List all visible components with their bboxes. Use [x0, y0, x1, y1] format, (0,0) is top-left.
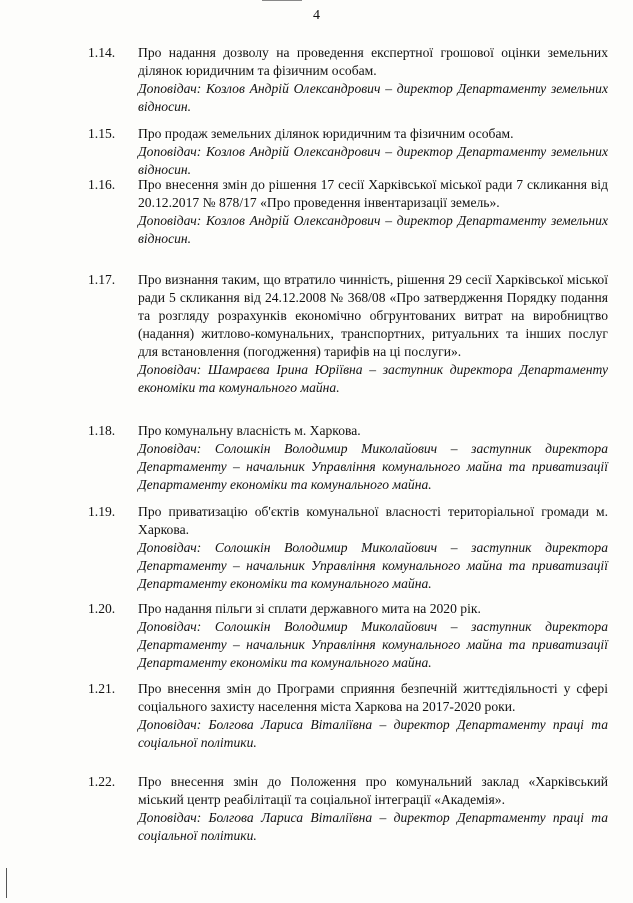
item-number: 1.15.	[88, 126, 116, 141]
item-speaker: Доповідач: Болгова Лариса Віталіївна – директор Департаменту праці та соціальної політики.	[138, 717, 608, 750]
item-speaker: Доповідач: Солошкін Володимир Миколайович – заступник директора Департаменту – начальник Управління комунального майна та приватизації Департаменту економіки та комунального майна.	[138, 540, 608, 591]
item-title: Про внесення змін до Програми сприяння безпечній життєдіяльності у сфері соціального захисту населення міста Харкова на 2017-2020 роки.	[138, 681, 608, 714]
agenda-item	[88, 680, 608, 752]
scan-mark	[262, 0, 302, 1]
item-number: 1.18.	[88, 423, 116, 438]
item-speaker: Доповідач: Козлов Андрій Олександрович – директор Департаменту земельних відносин.	[138, 213, 608, 246]
item-number: 1.20.	[88, 601, 116, 616]
agenda-item	[88, 600, 608, 672]
item-title: Про визнання таким, що втратило чинність, рішення 29 сесії Харківської міської ради 5 скликання від 24.12.2008 № 368/08 «Про затвердження Порядку подання та розгляду розрахунків економічно обгрунтованих витрат на виробництво (надання) житлово-комунальних, транспортних, ритуальних та інших послуг для встановлення (погодження) тарифів на ці послуги».	[138, 272, 608, 359]
scan-edge-mark	[6, 868, 7, 898]
item-title: Про внесення змін до Положення про комунальний заклад «Харківський міський центр реабілітації та соціальної інтеграції «Академія».	[138, 774, 608, 807]
item-speaker: Доповідач: Козлов Андрій Олександрович – директор Департаменту земельних відносин.	[138, 81, 608, 114]
agenda-item	[88, 125, 608, 179]
page-number: 4	[313, 8, 320, 23]
item-title: Про надання дозволу на проведення експертної грошової оцінки земельних ділянок юридичним та фізичним особам.	[138, 45, 608, 78]
item-title: Про приватизацію об'єктів комунальної власності територіальної громади м. Харкова.	[138, 504, 608, 537]
item-speaker: Доповідач: Солошкін Володимир Миколайович – заступник директора Департаменту – начальник Управління комунального майна та приватизації Департаменту економіки та комунального майна.	[138, 441, 608, 492]
item-speaker: Доповідач: Солошкін Володимир Миколайович – заступник директора Департаменту – начальник Управління комунального майна та приватизації Департаменту економіки та комунального майна.	[138, 619, 608, 670]
item-title: Про внесення змін до рішення 17 сесії Харківської міської ради 7 скликання від 20.12.2017 № 878/17 «Про проведення інвентаризації земель».	[138, 177, 608, 210]
agenda-item	[88, 503, 608, 593]
item-number: 1.14.	[88, 45, 116, 60]
agenda-item	[88, 773, 608, 845]
item-speaker: Доповідач: Козлов Андрій Олександрович – директор Департаменту земельних відносин.	[138, 144, 608, 177]
item-title: Про комунальну власність м. Харкова.	[138, 423, 361, 438]
item-title: Про продаж земельних ділянок юридичним та фізичним особам.	[138, 126, 514, 141]
item-number: 1.22.	[88, 774, 116, 789]
item-number: 1.21.	[88, 681, 116, 696]
agenda-item	[88, 422, 608, 494]
item-title: Про надання пільги зі сплати державного мита на 2020 рік.	[138, 601, 481, 616]
agenda-item	[88, 271, 608, 397]
item-number: 1.17.	[88, 272, 116, 287]
agenda-item	[88, 44, 608, 116]
item-speaker: Доповідач: Шамраєва Ірина Юріївна – заступник директора Департаменту економіки та комунального майна.	[138, 362, 608, 395]
item-number: 1.19.	[88, 504, 116, 519]
agenda-item	[88, 176, 608, 248]
item-speaker: Доповідач: Болгова Лариса Віталіївна – директор Департаменту праці та соціальної політики.	[138, 810, 608, 843]
item-number: 1.16.	[88, 177, 116, 192]
